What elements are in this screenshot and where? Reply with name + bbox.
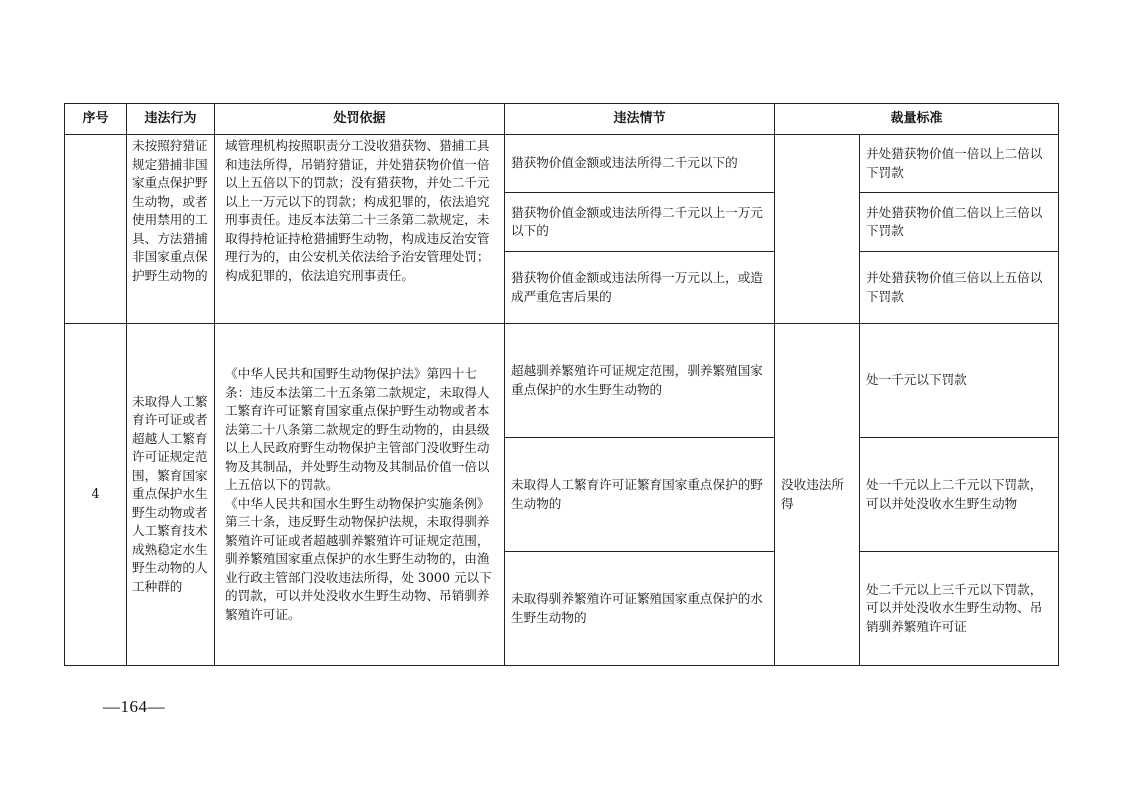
measure-cell [775, 135, 860, 324]
page-number: —164— [103, 697, 165, 716]
circumstance-cell: 未取得驯养繁殖许可证繁殖国家重点保护的水生野生动物的 [505, 552, 775, 666]
table-row [65, 135, 1059, 193]
circumstance-cell: 猎获物价值金额或违法所得二千元以下的 [505, 135, 775, 193]
row-seq: 4 [65, 324, 127, 666]
measure-cell: 没收违法所得 [775, 324, 860, 666]
circumstance-cell: 猎获物价值金额或违法所得二千元以上一万元以下的 [505, 193, 775, 252]
table-header-row [65, 104, 1059, 135]
row-basis: 《中华人民共和国野生动物保护法》第四十七条：违反本法第二十五条第二款规定，未取得人工繁育许可证繁育国家重点保护野生动物或者本法第二十八条第二款规定的野生动物的，由县级以上人民政府野生动物保护主管部门没收野生动物及其制品，并处野生动物及其制品价值一倍以上五倍以下的罚款。 《中华人民共和国水生野生动物保护实施条例》第三十条，违反野生动物保护法规，未取得驯养繁殖许可证或者超越驯养繁殖许可证规定范围，驯养繁殖国家重点保护的水生野生动物的，由渔业行政主管部门没收违法所得，处 3000 元以下的罚款，可以并处没收水生野生动物、吊销驯养繁殖许可证。 [215, 324, 505, 666]
standard-cell: 处一千元以下罚款 [860, 324, 1059, 438]
circumstance-cell: 超越驯养繁殖许可证规定范围，驯养繁殖国家重点保护的水生野生动物的 [505, 324, 775, 438]
header-act: 违法行为 [127, 104, 215, 135]
standard-cell: 并处猎获物价值二倍以上三倍以下罚款 [860, 193, 1059, 252]
header-standard: 裁量标准 [775, 104, 1059, 135]
row-act: 未按照狩猎证规定猎捕非国家重点保护野生动物，或者使用禁用的工具、方法猎捕非国家重点保护野生动物的 [127, 135, 215, 324]
standard-cell: 处二千元以上三千元以下罚款，可以并处没收水生野生动物、吊销驯养繁殖许可证 [860, 552, 1059, 666]
row-act: 未取得人工繁育许可证或者超越人工繁育许可证规定范围，繁育国家重点保护水生野生动物或者人工繁育技术成熟稳定水生野生动物的人工种群的 [127, 324, 215, 666]
header-seq: 序号 [65, 104, 127, 135]
circumstance-cell: 猎获物价值金额或违法所得一万元以上，或造成严重危害后果的 [505, 252, 775, 324]
penalty-table [64, 103, 1059, 666]
row-basis: 域管理机构按照职责分工没收猎获物、猎捕工具和违法所得，吊销狩猎证，并处猎获物价值一倍以上五倍以下的罚款；没有猎获物，并处二千元以上一万元以下的罚款；构成犯罪的，依法追究刑事责任。违反本法第二十三条第二款规定，未取得持枪证持枪猎捕野生动物，构成违反治安管理行为的，由公安机关依法给予治安管理处罚；构成犯罪的，依法追究刑事责任。 [215, 135, 505, 324]
row-seq [65, 135, 127, 324]
standard-cell: 并处猎获物价值一倍以上二倍以下罚款 [860, 135, 1059, 193]
standard-cell: 处一千元以上二千元以下罚款，可以并处没收水生野生动物 [860, 438, 1059, 552]
header-basis: 处罚依据 [215, 104, 505, 135]
table-row [65, 324, 1059, 438]
circumstance-cell: 未取得人工繁育许可证繁育国家重点保护的野生动物的 [505, 438, 775, 552]
standard-cell: 并处猎获物价值三倍以上五倍以下罚款 [860, 252, 1059, 324]
header-circumstance: 违法情节 [505, 104, 775, 135]
